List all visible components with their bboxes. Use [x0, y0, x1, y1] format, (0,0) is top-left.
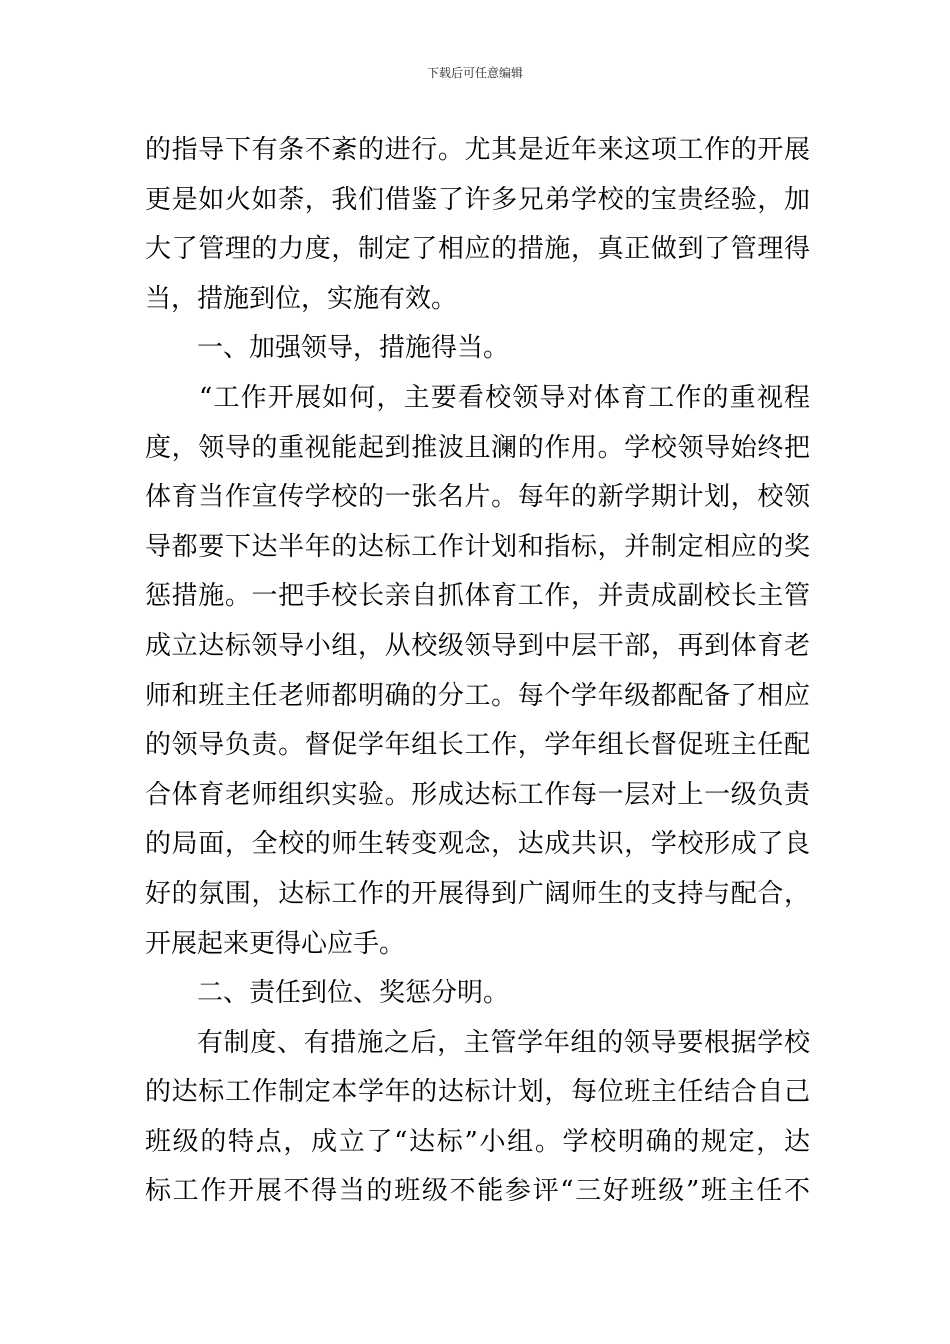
- text-line: 当，措施到位，实施有效。: [145, 283, 458, 314]
- text-line: 开展起来更得心应手。: [145, 928, 406, 959]
- text-line: 的局面，全校的师生转变观念，达成共识，学校形成了良: [145, 829, 810, 860]
- text-line: 度，领导的重视能起到推波且澜的作用。学校领导始终把: [145, 432, 810, 463]
- text-line: “工作开展如何，主要看校领导对体育工作的重视程: [199, 382, 810, 413]
- text-line: 导都要下达半年的达标工作计划和指标，并制定相应的奖: [145, 531, 810, 562]
- text-line: 的达标工作制定本学年的达标计划，每位班主任结合自己: [145, 1077, 810, 1108]
- page-header: 下载后可任意编辑: [426, 66, 523, 80]
- text-line: 体育当作宣传学校的一张名片。每年的新学期计划，校领: [145, 482, 810, 513]
- text-line: 更是如火如荼，我们借鉴了许多兄弟学校的宝贵经验，加: [145, 184, 810, 215]
- text-line: 的领导负责。督促学年组长工作，学年组长督促班主任配: [145, 730, 810, 761]
- text-line: 惩措施。一把手校长亲自抓体育工作，并责成副校长主管: [145, 581, 810, 612]
- text-line: 标工作开展不得当的班级不能参评“三好班级”班主任不: [145, 1176, 810, 1207]
- document-body: [145, 126, 810, 1217]
- text-line: 成立达标领导小组，从校级领导到中层干部，再到体育老: [145, 630, 810, 661]
- text-line: 班级的特点，成立了“达标”小组。学校明确的规定，达: [145, 1126, 810, 1157]
- text-line: 大了管理的力度，制定了相应的措施，真正做到了管理得: [145, 234, 810, 265]
- section-heading: 一、加强领导，措施得当。: [197, 333, 510, 364]
- text-line: 合体育老师组织实验。形成达标工作每一层对上一级负责: [145, 779, 810, 810]
- text-line: 好的氛围，达标工作的开展得到广阔师生的支持与配合，: [145, 878, 810, 909]
- text-line: 有制度、有措施之后，主管学年组的领导要根据学校: [197, 1027, 810, 1058]
- text-line: 的指导下有条不紊的进行。尤其是近年来这项工作的开展: [145, 135, 810, 165]
- section-heading: 二、责任到位、奖惩分明。: [197, 978, 510, 1009]
- text-line: 师和班主任老师都明确的分工。每个学年级都配备了相应: [145, 680, 810, 711]
